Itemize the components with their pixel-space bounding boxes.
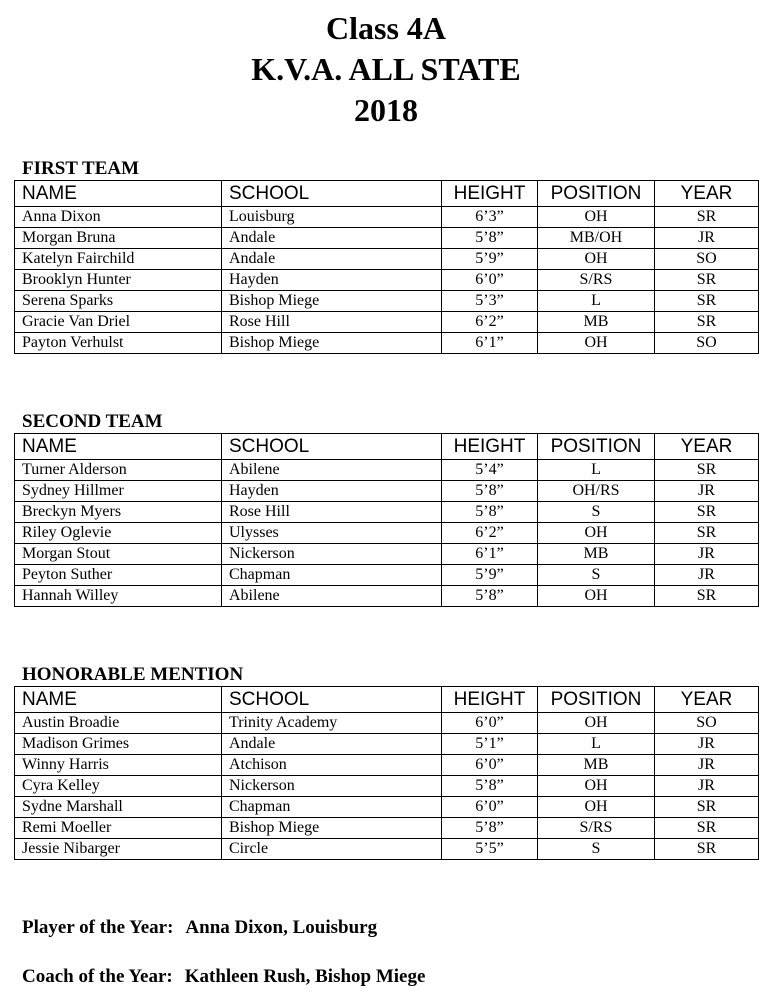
school-cell: Ulysses (222, 523, 442, 544)
height-cell: 6’1” (442, 544, 538, 565)
year-cell: SR (655, 586, 759, 607)
year-cell: SO (655, 333, 759, 354)
position-cell: MB (538, 544, 655, 565)
school-cell: Chapman (222, 797, 442, 818)
year-cell: SR (655, 207, 759, 228)
table-row (15, 312, 759, 333)
column-header-height: HEIGHT (442, 687, 538, 713)
player-name-cell: Sydney Hillmer (15, 481, 222, 502)
height-cell: 5’9” (442, 249, 538, 270)
coach-of-the-year-value: Kathleen Rush, Bishop Miege (184, 966, 426, 987)
player-name-cell: Winny Harris (15, 755, 222, 776)
column-header-year: YEAR (655, 687, 759, 713)
school-cell: Trinity Academy (222, 713, 442, 734)
player-of-the-year (22, 917, 377, 939)
year-cell: SO (655, 713, 759, 734)
year-cell: JR (655, 734, 759, 755)
player-name-cell: Brooklyn Hunter (15, 270, 222, 291)
position-cell: OH/RS (538, 481, 655, 502)
year-cell: JR (655, 776, 759, 797)
column-header-year: YEAR (655, 181, 759, 207)
school-cell: Hayden (222, 270, 442, 291)
player-name-cell: Morgan Stout (15, 544, 222, 565)
first-team-heading: FIRST TEAM (22, 158, 140, 179)
column-header-school: SCHOOL (222, 181, 442, 207)
player-name-cell: Serena Sparks (15, 291, 222, 312)
position-cell: OH (538, 523, 655, 544)
table-row (15, 460, 759, 481)
school-cell: Nickerson (222, 776, 442, 797)
table-row (15, 544, 759, 565)
height-cell: 5’4” (442, 460, 538, 481)
height-cell: 6’2” (442, 523, 538, 544)
position-cell: OH (538, 249, 655, 270)
player-name-cell: Madison Grimes (15, 734, 222, 755)
height-cell: 6’0” (442, 270, 538, 291)
player-name-cell: Jessie Nibarger (15, 839, 222, 860)
position-cell: S (538, 502, 655, 523)
column-header-name: NAME (15, 181, 222, 207)
year-cell: SR (655, 502, 759, 523)
column-header-name: NAME (15, 687, 222, 713)
second-team-heading: SECOND TEAM (22, 411, 163, 432)
table-row (15, 502, 759, 523)
position-cell: L (538, 734, 655, 755)
school-cell: Louisburg (222, 207, 442, 228)
school-cell: Hayden (222, 481, 442, 502)
table-row (15, 565, 759, 586)
position-cell: S/RS (538, 270, 655, 291)
year-cell: SO (655, 249, 759, 270)
school-cell: Bishop Miege (222, 291, 442, 312)
position-cell: L (538, 291, 655, 312)
table-row (15, 249, 759, 270)
year-cell: JR (655, 544, 759, 565)
height-cell: 6’1” (442, 333, 538, 354)
school-cell: Abilene (222, 586, 442, 607)
year-cell: SR (655, 312, 759, 333)
first-team-table (14, 180, 759, 354)
player-name-cell: Remi Moeller (15, 818, 222, 839)
position-cell: L (538, 460, 655, 481)
position-cell: S/RS (538, 818, 655, 839)
player-name-cell: Gracie Van Driel (15, 312, 222, 333)
height-cell: 6’2” (442, 312, 538, 333)
table-row (15, 818, 759, 839)
school-cell: Atchison (222, 755, 442, 776)
school-cell: Chapman (222, 565, 442, 586)
position-cell: OH (538, 713, 655, 734)
table-header-row (15, 434, 759, 460)
player-name-cell: Turner Alderson (15, 460, 222, 481)
school-cell: Rose Hill (222, 312, 442, 333)
height-cell: 5’3” (442, 291, 538, 312)
height-cell: 5’1” (442, 734, 538, 755)
school-cell: Bishop Miege (222, 818, 442, 839)
player-of-the-year-label: Player of the Year: (22, 917, 174, 938)
table-row (15, 333, 759, 354)
player-name-cell: Austin Broadie (15, 713, 222, 734)
column-header-year: YEAR (655, 434, 759, 460)
school-cell: Andale (222, 734, 442, 755)
position-cell: OH (538, 776, 655, 797)
height-cell: 5’8” (442, 228, 538, 249)
player-name-cell: Payton Verhulst (15, 333, 222, 354)
height-cell: 5’8” (442, 502, 538, 523)
year-cell: JR (655, 481, 759, 502)
player-name-cell: Sydne Marshall (15, 797, 222, 818)
player-of-the-year-value: Anna Dixon, Louisburg (185, 917, 378, 938)
table-header-row (15, 181, 759, 207)
column-header-height: HEIGHT (442, 181, 538, 207)
table-row (15, 776, 759, 797)
school-cell: Andale (222, 249, 442, 270)
table-row (15, 713, 759, 734)
school-cell: Circle (222, 839, 442, 860)
position-cell: MB (538, 755, 655, 776)
second-team-table (14, 433, 759, 607)
document-title-class: Class 4A (325, 10, 446, 46)
player-name-cell: Peyton Suther (15, 565, 222, 586)
height-cell: 5’8” (442, 818, 538, 839)
table-row (15, 481, 759, 502)
height-cell: 6’0” (442, 797, 538, 818)
year-cell: SR (655, 797, 759, 818)
document-title-year: 2018 (354, 92, 418, 128)
column-header-position: POSITION (538, 181, 655, 207)
position-cell: OH (538, 207, 655, 228)
column-header-position: POSITION (538, 434, 655, 460)
column-header-height: HEIGHT (442, 434, 538, 460)
year-cell: JR (655, 755, 759, 776)
column-header-position: POSITION (538, 687, 655, 713)
document-title-allstate: K.V.A. ALL STATE (251, 51, 521, 87)
height-cell: 5’9” (442, 565, 538, 586)
column-header-school: SCHOOL (222, 687, 442, 713)
player-name-cell: Morgan Bruna (15, 228, 222, 249)
school-cell: Andale (222, 228, 442, 249)
table-row (15, 207, 759, 228)
year-cell: SR (655, 270, 759, 291)
player-name-cell: Anna Dixon (15, 207, 222, 228)
coach-of-the-year (22, 966, 425, 988)
school-cell: Nickerson (222, 544, 442, 565)
height-cell: 6’3” (442, 207, 538, 228)
height-cell: 5’5” (442, 839, 538, 860)
column-header-school: SCHOOL (222, 434, 442, 460)
player-name-cell: Breckyn Myers (15, 502, 222, 523)
table-header-row (15, 687, 759, 713)
year-cell: SR (655, 818, 759, 839)
school-cell: Abilene (222, 460, 442, 481)
year-cell: SR (655, 523, 759, 544)
player-name-cell: Katelyn Fairchild (15, 249, 222, 270)
position-cell: S (538, 839, 655, 860)
position-cell: S (538, 565, 655, 586)
position-cell: OH (538, 797, 655, 818)
position-cell: MB/OH (538, 228, 655, 249)
player-name-cell: Riley Oglevie (15, 523, 222, 544)
coach-of-the-year-label: Coach of the Year: (22, 966, 173, 987)
column-header-name: NAME (15, 434, 222, 460)
table-row (15, 291, 759, 312)
table-row (15, 755, 759, 776)
honorable-mention-heading: HONORABLE MENTION (22, 664, 244, 685)
table-row (15, 797, 759, 818)
table-row (15, 839, 759, 860)
honorable-mention-table (14, 686, 759, 860)
position-cell: OH (538, 333, 655, 354)
table-row (15, 586, 759, 607)
table-row (15, 523, 759, 544)
table-row (15, 734, 759, 755)
height-cell: 6’0” (442, 713, 538, 734)
year-cell: SR (655, 460, 759, 481)
school-cell: Rose Hill (222, 502, 442, 523)
position-cell: MB (538, 312, 655, 333)
school-cell: Bishop Miege (222, 333, 442, 354)
height-cell: 5’8” (442, 776, 538, 797)
year-cell: JR (655, 565, 759, 586)
year-cell: SR (655, 291, 759, 312)
height-cell: 5’8” (442, 586, 538, 607)
height-cell: 5’8” (442, 481, 538, 502)
table-row (15, 270, 759, 291)
year-cell: SR (655, 839, 759, 860)
player-name-cell: Hannah Willey (15, 586, 222, 607)
year-cell: JR (655, 228, 759, 249)
position-cell: OH (538, 586, 655, 607)
height-cell: 6’0” (442, 755, 538, 776)
player-name-cell: Cyra Kelley (15, 776, 222, 797)
table-row (15, 228, 759, 249)
